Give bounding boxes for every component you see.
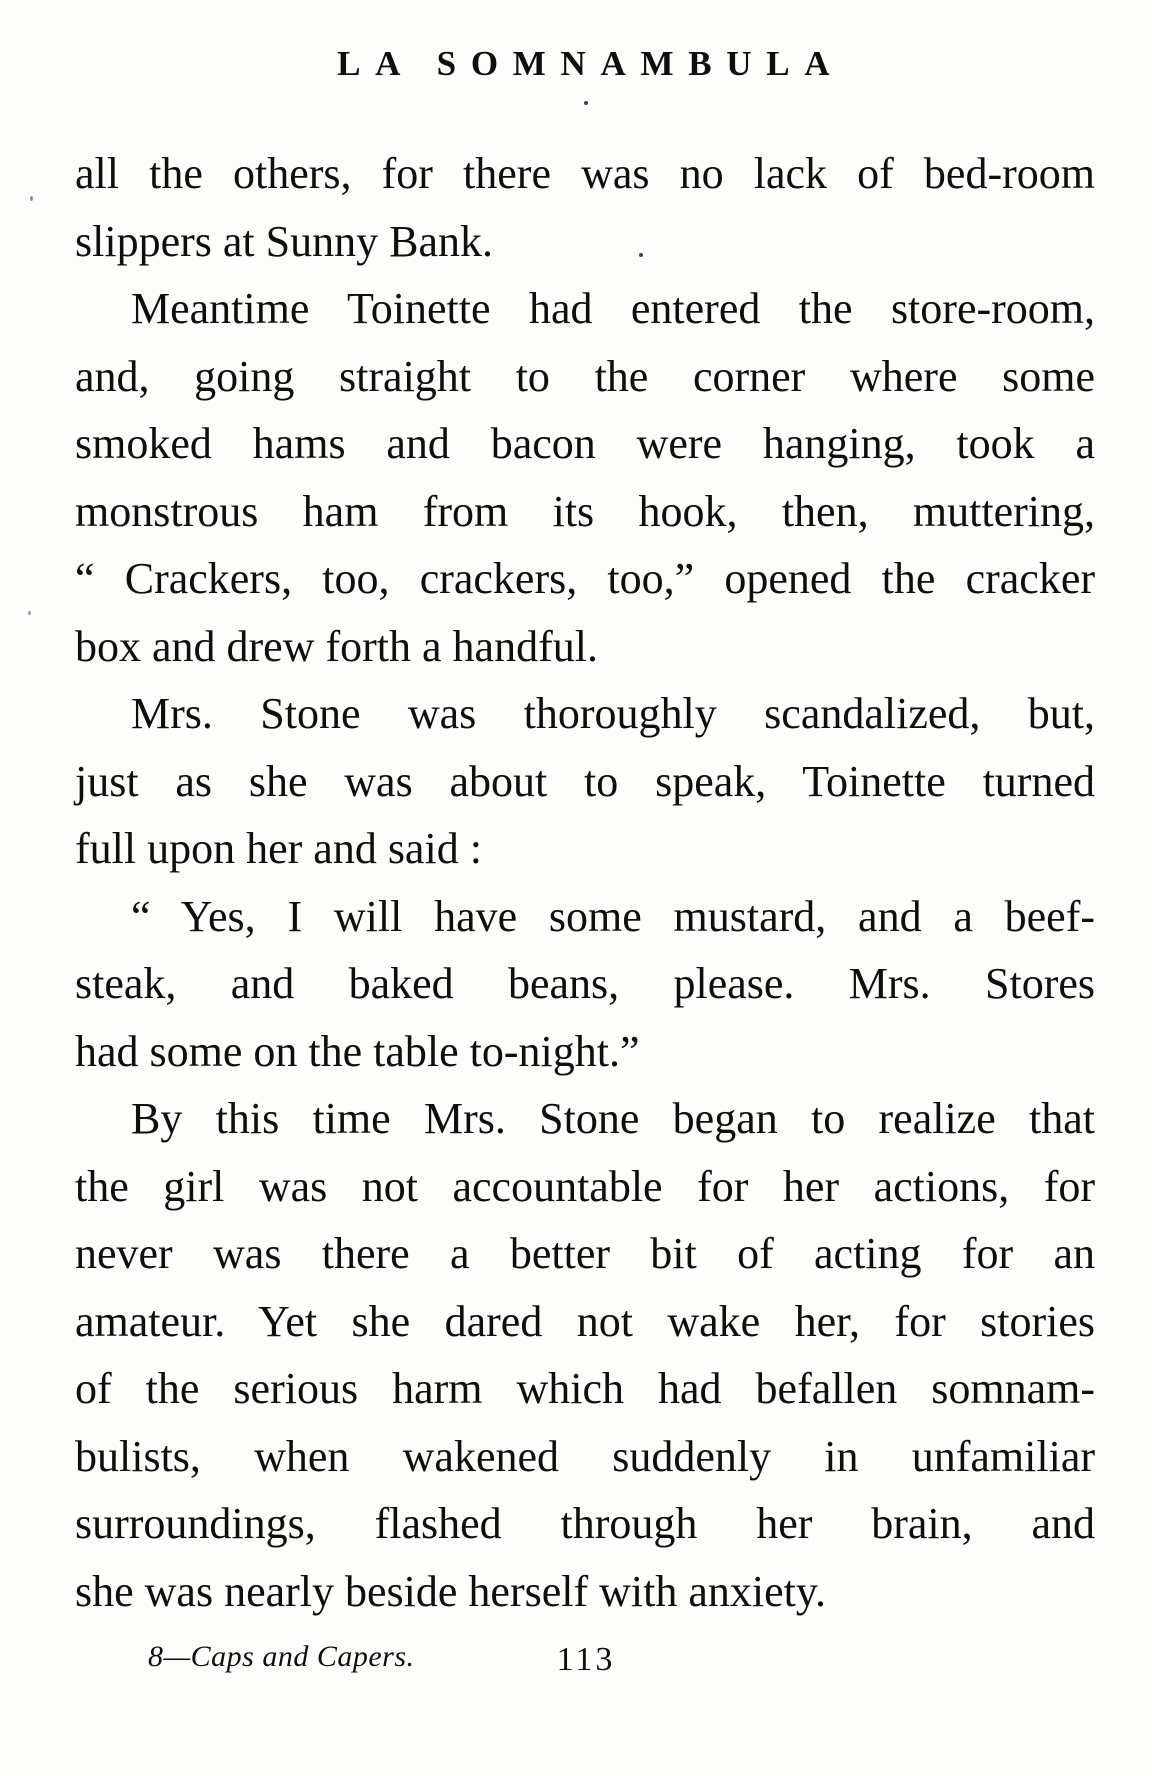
text-line: Mrs. Stone was thoroughly scandalized, but,	[131, 689, 1095, 738]
text-line: box and drew forth a handful.	[75, 621, 598, 671]
scan-speck	[639, 253, 643, 257]
text-line: the girl was not accountable for her actions, for	[75, 1161, 1095, 1211]
text-line: never was there a better bit of acting for an	[75, 1229, 1095, 1278]
text-line: “ Yes, I will have some mustard, and a beef-	[131, 891, 1095, 941]
text-line: full upon her and said :	[75, 824, 482, 873]
text-line: and, going straight to the corner where some	[75, 351, 1095, 401]
text-line: bulists, when wakened suddenly in unfamiliar	[75, 1431, 1095, 1481]
text-line: monstrous ham from its hook, then, muttering,	[75, 486, 1095, 536]
text-line: she was nearly beside herself with anxiety.	[75, 1566, 827, 1616]
text-line: slippers at Sunny Bank.	[75, 216, 493, 266]
text-line: had some on the table to-night.”	[75, 1026, 640, 1076]
text-line: all the others, for there was no lack of bed-room	[75, 149, 1095, 198]
scan-speck	[28, 611, 31, 615]
text-line: amateur. Yet she dared not wake her, for stories	[75, 1296, 1095, 1346]
page-body	[75, 140, 1095, 1625]
text-line: smoked hams and bacon were hanging, took a	[75, 419, 1095, 468]
page-title: LA SOMNAMBULA	[337, 44, 845, 83]
scan-speck	[30, 196, 33, 201]
text-line: steak, and baked beans, please. Mrs. Stores	[75, 959, 1095, 1008]
text-line: By this time Mrs. Stone began to realize that	[131, 1094, 1095, 1143]
text-line: “ Crackers, too, crackers, too,” opened the cracker	[75, 554, 1095, 603]
text-line: of the serious harm which had befallen somnam-	[75, 1364, 1095, 1413]
text-line: Meantime Toinette had entered the store-room,	[131, 284, 1095, 333]
footer-signature: 8—Caps and Capers.	[148, 1640, 415, 1673]
scan-speck	[584, 101, 588, 105]
text-line: surroundings, flashed through her brain, and	[75, 1499, 1095, 1548]
page-number: 113	[556, 1641, 616, 1678]
text-line: just as she was about to speak, Toinette turned	[75, 756, 1095, 806]
